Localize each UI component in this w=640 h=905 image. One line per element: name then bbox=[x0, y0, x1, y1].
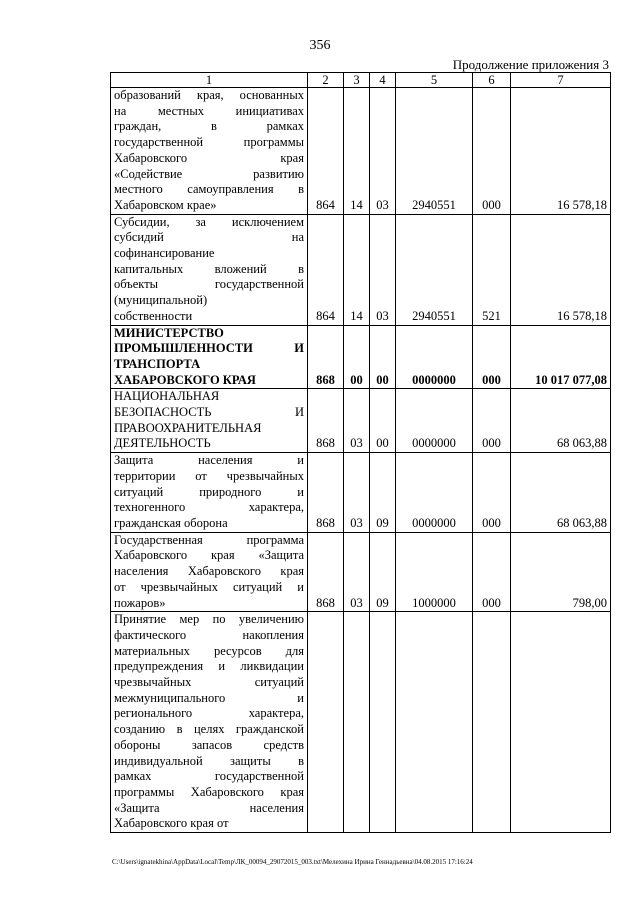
amount-cell: 68 063,88 bbox=[511, 453, 611, 533]
target-article-cell: 2940551 bbox=[396, 88, 473, 215]
target-article-cell: 2940551 bbox=[396, 214, 473, 325]
row-name-line: ситуаций природного и bbox=[114, 484, 304, 499]
row-name-line: субсидий на bbox=[114, 230, 304, 245]
section-code-cell bbox=[344, 612, 370, 833]
row-name-line: Хабаровского края «Защита bbox=[114, 548, 304, 563]
row-name-line: программы Хабаровского края bbox=[114, 784, 304, 799]
row-name-line: пожаров» bbox=[114, 595, 166, 610]
header-cell: 5 bbox=[396, 73, 473, 88]
row-name-line: образований края, основанных bbox=[114, 88, 304, 102]
row-name-line: объекты государственной bbox=[114, 277, 304, 292]
ministry-code-cell: 868 bbox=[308, 532, 344, 612]
row-name-line: индивидуальной защиты в bbox=[114, 753, 304, 768]
row-name-line: от чрезвычайных ситуаций и bbox=[114, 579, 304, 594]
row-name-line: Принятие мер по увеличению bbox=[114, 612, 304, 627]
amount-cell: 68 063,88 bbox=[511, 389, 611, 453]
expense-type-cell: 521 bbox=[473, 214, 511, 325]
row-name-line: «Содействие развитию bbox=[114, 166, 304, 181]
table-row bbox=[111, 453, 611, 533]
row-name-line: созданию в целях гражданской bbox=[114, 722, 304, 737]
row-name-cell bbox=[111, 612, 308, 833]
subsection-code-cell: 00 bbox=[370, 389, 396, 453]
row-name-line: регионального характера, bbox=[114, 706, 304, 721]
appendix-note: Продолжение приложения 3 bbox=[452, 57, 609, 72]
header-cell: 3 bbox=[344, 73, 370, 88]
row-name-line: Хабаровском крае» bbox=[114, 197, 217, 212]
row-name-line: местного самоуправления в bbox=[114, 182, 304, 197]
row-name-cell bbox=[111, 453, 308, 533]
expense-type-cell: 000 bbox=[473, 325, 511, 389]
ministry-code-cell: 864 bbox=[308, 88, 344, 215]
amount-cell: 16 578,18 bbox=[511, 88, 611, 215]
row-name-line: ПРАВООХРАНИТЕЛЬНАЯ bbox=[114, 420, 262, 435]
row-name-line: ТРАНСПОРТА bbox=[114, 356, 201, 371]
section-code-cell: 14 bbox=[344, 214, 370, 325]
row-name-line: Хабаровского края от bbox=[114, 816, 229, 831]
row-name-line: (муниципальной) bbox=[114, 293, 208, 308]
subsection-code-cell: 00 bbox=[370, 325, 396, 389]
target-article-cell bbox=[396, 612, 473, 833]
section-code-cell: 03 bbox=[344, 532, 370, 612]
table-header-row bbox=[111, 73, 611, 88]
table-row bbox=[111, 612, 611, 833]
header-cell: 7 bbox=[511, 73, 611, 88]
amount-cell bbox=[511, 612, 611, 833]
subsection-code-cell: 09 bbox=[370, 453, 396, 533]
ministry-code-cell bbox=[308, 612, 344, 833]
row-name-line: ДЕЯТЕЛЬНОСТЬ bbox=[114, 436, 211, 451]
row-name-line: МИНИСТЕРСТВО bbox=[114, 325, 224, 340]
row-name-cell bbox=[111, 214, 308, 325]
subsection-code-cell bbox=[370, 612, 396, 833]
subsection-code-cell: 03 bbox=[370, 88, 396, 215]
header-cell: 2 bbox=[308, 73, 344, 88]
row-name-line: предупреждения и ликвидации bbox=[114, 659, 304, 674]
subsection-code-cell: 09 bbox=[370, 532, 396, 612]
expense-type-cell: 000 bbox=[473, 532, 511, 612]
row-name-line: межмуниципального и bbox=[114, 690, 304, 705]
table-row bbox=[111, 214, 611, 325]
row-name-line: государственной программы bbox=[114, 135, 304, 150]
row-name-cell bbox=[111, 532, 308, 612]
target-article-cell: 0000000 bbox=[396, 389, 473, 453]
row-name-line: Государственная программа bbox=[114, 532, 304, 547]
row-name-line: рамках государственной bbox=[114, 769, 304, 784]
row-name-line: территории от чрезвычайных bbox=[114, 468, 304, 483]
row-name-line: «Защита населения bbox=[114, 800, 304, 815]
row-name-cell bbox=[111, 389, 308, 453]
row-name-line: софинансирование bbox=[114, 246, 215, 261]
amount-cell: 798,00 bbox=[511, 532, 611, 612]
row-name-line: Субсидии, за исключением bbox=[114, 214, 304, 229]
row-name-line: ПРОМЫШЛЕННОСТИ И bbox=[114, 341, 304, 356]
table-row bbox=[111, 532, 611, 612]
row-name-line: чрезвычайных ситуаций bbox=[114, 675, 304, 690]
row-name-line: ХАБАРОВСКОГО КРАЯ bbox=[114, 372, 256, 387]
row-name-line: населения Хабаровского края bbox=[114, 564, 304, 579]
section-code-cell: 03 bbox=[344, 453, 370, 533]
ministry-code-cell: 868 bbox=[308, 325, 344, 389]
row-name-line: техногенного характера, bbox=[114, 500, 304, 515]
row-name-cell bbox=[111, 88, 308, 215]
row-name-line: на местных инициативах bbox=[114, 103, 304, 118]
row-name-line: БЕЗОПАСНОСТЬ И bbox=[114, 405, 304, 420]
amount-cell: 10 017 077,08 bbox=[511, 325, 611, 389]
row-name-line: фактического накопления bbox=[114, 627, 304, 642]
row-name-line: гражданская оборона bbox=[114, 515, 228, 530]
ministry-code-cell: 864 bbox=[308, 214, 344, 325]
header-cell: 4 bbox=[370, 73, 396, 88]
row-name-line: собственности bbox=[114, 308, 193, 323]
target-article-cell: 0000000 bbox=[396, 453, 473, 533]
section-code-cell: 03 bbox=[344, 389, 370, 453]
target-article-cell: 1000000 bbox=[396, 532, 473, 612]
subsection-code-cell: 03 bbox=[370, 214, 396, 325]
expense-type-cell: 000 bbox=[473, 88, 511, 215]
row-name-line: граждан, в рамках bbox=[114, 119, 304, 134]
row-name-cell bbox=[111, 325, 308, 389]
table-row bbox=[111, 325, 611, 389]
header-cell: 6 bbox=[473, 73, 511, 88]
target-article-cell: 0000000 bbox=[396, 325, 473, 389]
amount-cell: 16 578,18 bbox=[511, 214, 611, 325]
row-name-line: НАЦИОНАЛЬНАЯ bbox=[114, 389, 220, 404]
row-name-line: Хабаровского края bbox=[114, 150, 304, 165]
section-code-cell: 14 bbox=[344, 88, 370, 215]
ministry-code-cell: 868 bbox=[308, 453, 344, 533]
row-name-line: Защита населения и bbox=[114, 453, 304, 468]
footer-file-path: C:\Users\ignatekhina\AppData\Local\Temp\ЛК_00094_29072015_003.txt\Мелехина Ирина Геннадьевна\04.08.2015 17:16:24 bbox=[112, 858, 473, 866]
table-row bbox=[111, 88, 611, 215]
budget-table bbox=[110, 72, 611, 833]
expense-type-cell: 000 bbox=[473, 389, 511, 453]
table-row bbox=[111, 389, 611, 453]
expense-type-cell bbox=[473, 612, 511, 833]
page-number: 356 bbox=[309, 38, 331, 53]
header-cell: 1 bbox=[111, 73, 308, 88]
section-code-cell: 00 bbox=[344, 325, 370, 389]
row-name-line: материальных ресурсов для bbox=[114, 643, 304, 658]
ministry-code-cell: 868 bbox=[308, 389, 344, 453]
row-name-line: обороны запасов средств bbox=[114, 737, 304, 752]
expense-type-cell: 000 bbox=[473, 453, 511, 533]
row-name-line: капитальных вложений в bbox=[114, 261, 304, 276]
